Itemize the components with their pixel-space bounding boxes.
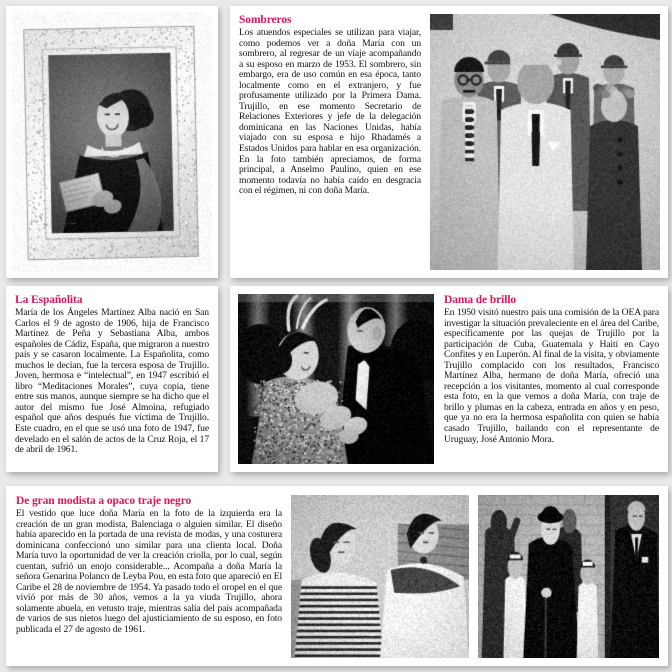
dama-de-brillo-heading: Dama de brillo [444,294,517,306]
modista-heading: De gran modista a opaco traje negro [16,495,192,507]
espanolita-card [6,286,218,472]
modista-card [6,486,668,666]
sombreros-text-column [239,14,421,270]
dama-de-brillo-body: En 1950 visitó nuestro país una comisión de la OEA para investigar la situación prevaleciente en el área del Caribe, específicamente por las quejas de Trujillo por la participación de Cuba, Guatemala y Haití en Cayo Confites y en Luperón. Al final de la visita, y obviamente Trujillo complacido con los resultados, Francisco Martínez Alba, hermano de doña María, ofreció una recepción a los visitantes, momento al cual corresponde esta foto, en la que vemos a doña María, con traje de brillo y plumas en la cabeza, entrada en años y en peso, que ya no era la hermosa españolita con quien se había casado Trujillo, bailando con el representante de Uruguay, José Antonio Mora. [444,307,659,445]
sombreros-heading: Sombreros [239,14,292,26]
framed-portrait-photo [12,12,212,272]
portrait-card [6,6,218,278]
two-women-photo [291,495,469,658]
espanolita-heading: La Españolita [15,294,83,306]
sombreros-body: Los atuendos especiales se utilizan para viajar, como podemos ver a doña María con un sombrero, al regresar de un viaje acompañando a su esposo en marzo de 1953. El sombrero, sin embargo, era de uso común en esa época, tanto localmente como en el extranjero, y fue profusamente utilizado por la Primera Dama. Trujillo, en ese momento Secretario de Relaciones Exteriores y jefe de la delegación dominicana en las Naciones Unidas, había viajado con su esposa e hijo Rhadamés a Estados Unidos para hablar en esa organización. En la foto también apreciamos, de forma principal, a Anselmo Paulino, quien en ese momento todavía no había caído en desgracia con el régimen, ni con doña María. [239,27,421,197]
dancing-couple-photo [238,294,434,464]
modista-text-column [16,495,282,658]
modista-body: El vestido que luce doña María en la foto de la izquierda era la creación de un gran modista, Balenciaga o alguien similar. El diseño había aparecido en la portada de una revista de modas, y una costurera dominicana confeccionó uno similar para una clienta local. Doña María tuvo la oportunidad de ver la creación criolla, por lo cual, según cuentan, sufrió un enojo considerable... Acompaña a doña María la señora Genarina Polanco de Leyba Pou, en esta foto que apareció en El Caribe el 28 de noviembre de 1954. Ya pasado todo el oropel en el que vivió por más de 30 años, vemos a la ya viuda Trujillo, ahora solamente abuela, en vetusto traje, mientras salía del país acompañada de varios de sus nietos luego del ajusticiamiento de su esposo, en foto publicada el 27 de agosto de 1961. [16,508,282,636]
arrival-group-photo [430,14,660,270]
departure-family-photo [478,495,659,658]
dama-de-brillo-card [230,286,668,472]
sombreros-card [230,6,668,278]
dama-de-brillo-text-column [444,294,659,464]
espanolita-body: María de los Ángeles Martínez Alba nació en San Carlos el 9 de agosto de 1906, hija de Francisco Martínez de Peña y Sebastiana Alba, ambos españoles de Cádiz, España, que migraron a nuestro país y se casaron localmente. La Españolita, como muchos le decían, fue la tercera esposa de Trujillo. Joven, hermosa e “intelectual”, en 1947 escribió el libro “Meditaciones Morales”, cuya copia, tiene entre sus manos, aunque siempre se ha dicho que el autor del mismo fue José Almoina, refugiado español que años después fue víctima de Trujillo. Este cuadro, en el que se usó una foto de 1947, fue develado en el salón de actos de la Cruz Roja, el 17 de abril de 1961. [15,307,209,456]
